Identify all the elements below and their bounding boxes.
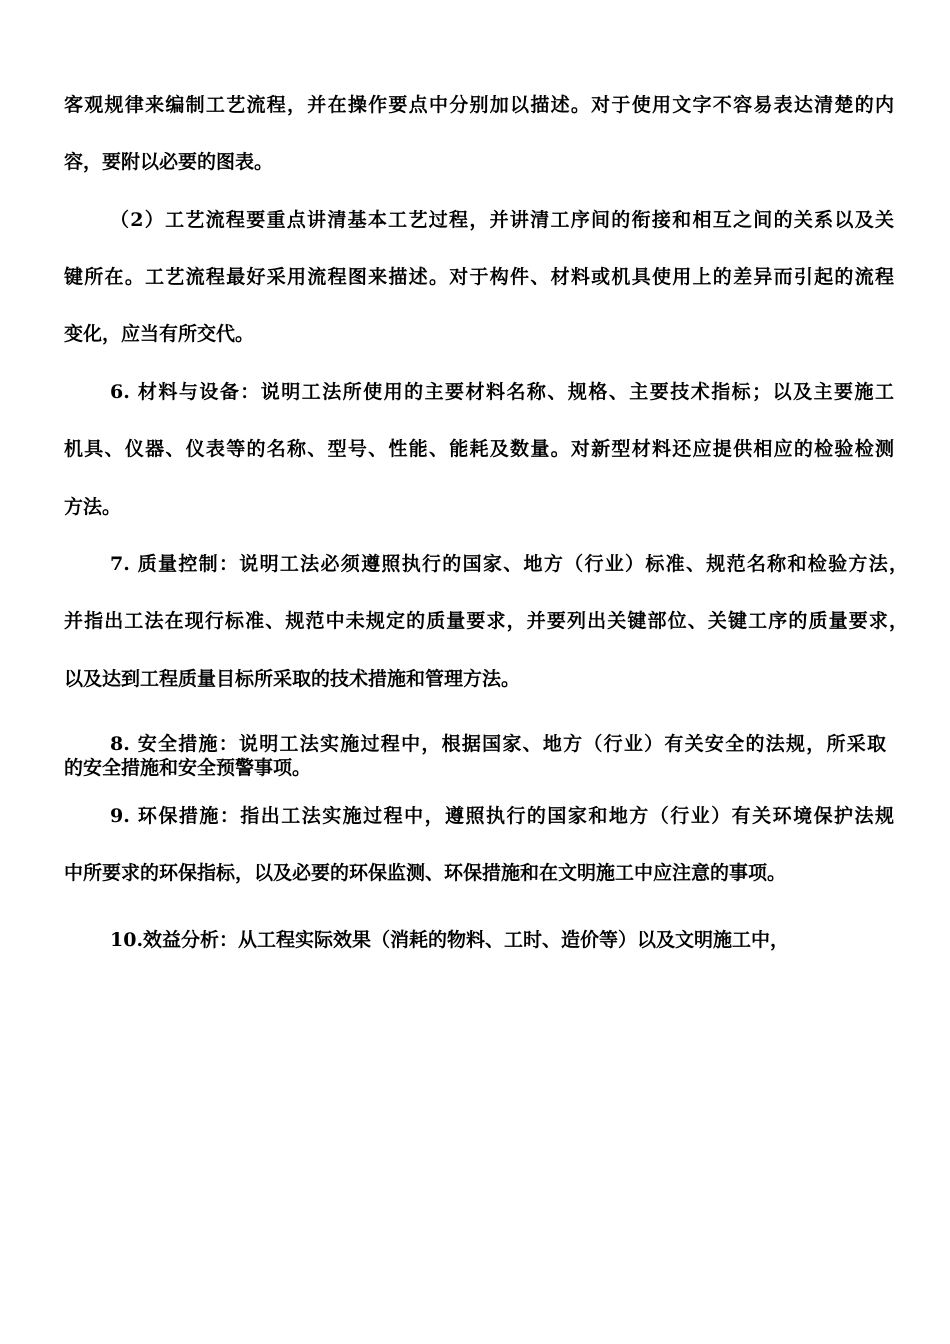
paragraph-line: 方法。 (64, 496, 122, 518)
paragraph-line: 并指出工法在现行标准、规范中未规定的质量要求，并要列出关键部位、关键工序的质量要求， (64, 610, 908, 632)
paragraph-line: 9. 环保措施：指出工法实施过程中，遵照执行的国家和地方（行业）有关环境保护法规 (110, 805, 894, 827)
paragraph-line: 变化，应当有所交代。 (64, 323, 255, 345)
paragraph-line: 中所要求的环保指标，以及必要的环保监测、环保措施和在文明施工中应注意的事项。 (64, 862, 787, 884)
paragraph-line: 以及达到工程质量目标所采取的技术措施和管理方法。 (64, 668, 521, 690)
paragraph-line: （2）工艺流程要重点讲清基本工艺过程，并讲清工序间的衔接和相互之间的关系以及关 (110, 209, 894, 231)
paragraph-line: 容，要附以必要的图表。 (64, 151, 274, 173)
paragraph-line: 7. 质量控制：说明工法必须遵照执行的国家、地方（行业）标准、规范名称和检验方法， (110, 553, 908, 575)
paragraph-line: 客观规律来编制工艺流程，并在操作要点中分别加以描述。对于使用文字不容易表达清楚的内 (64, 94, 894, 116)
paragraph-line: 机具、仪器、仪表等的名称、型号、性能、能耗及数量。对新型材料还应提供相应的检验检测 (64, 438, 894, 460)
paragraph-line: 8. 安全措施：说明工法实施过程中，根据国家、地方（行业）有关安全的法规，所采取 (110, 733, 886, 755)
paragraph-line: 键所在。工艺流程最好采用流程图来描述。对于构件、材料或机具使用上的差异而引起的流程 (64, 266, 894, 288)
paragraph-line: 的安全措施和安全预警事项。 (64, 757, 312, 779)
paragraph-line: 6. 材料与设备：说明工法所使用的主要材料名称、规格、主要技术指标；以及主要施工 (110, 381, 894, 403)
paragraph-line: 10.效益分析：从工程实际效果（消耗的物料、工时、造价等）以及文明施工中， (110, 929, 790, 951)
